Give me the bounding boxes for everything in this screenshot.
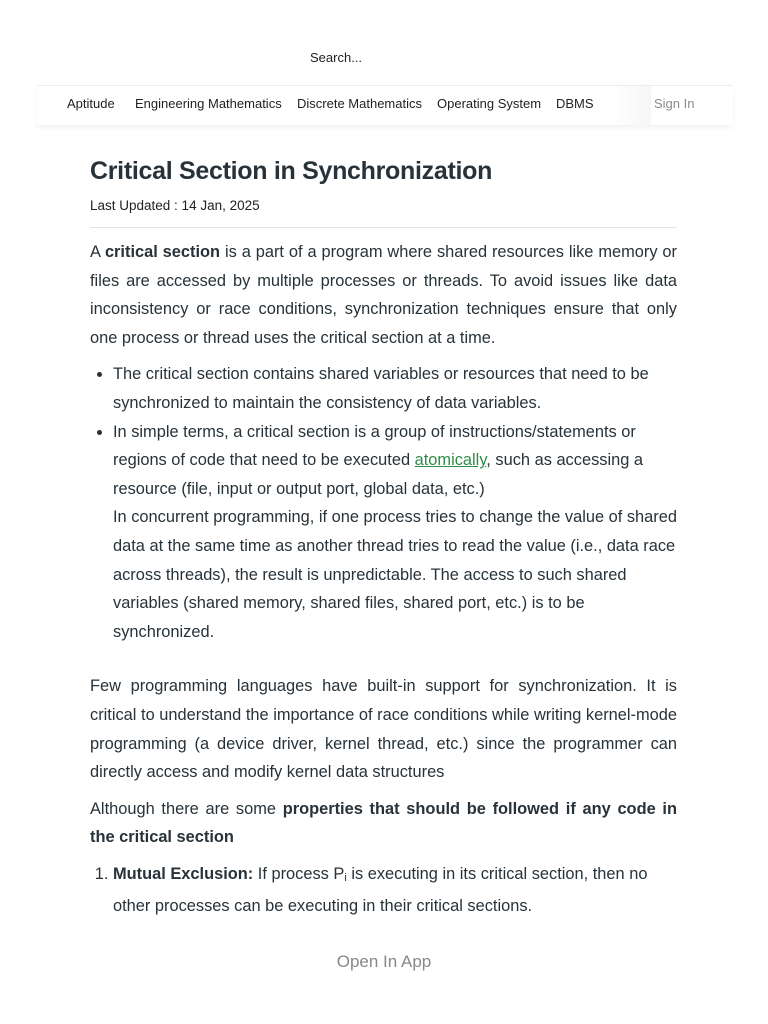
paragraph-properties: Although there are some properties that should be followed if any code in the critical section <box>90 799 677 847</box>
page-title: Critical Section in Synchronization <box>90 157 493 185</box>
intro-bold: critical section <box>104 243 221 261</box>
article <box>90 155 677 921</box>
open-in-app-button[interactable]: Open In App <box>336 952 432 971</box>
list-item: 1. Mutual Exclusion: If process $P_i$ is executing in its critical section, then no other processes can be executing in their critical sections. <box>113 860 677 921</box>
divider <box>90 227 677 228</box>
search-input[interactable]: Search... <box>310 50 363 65</box>
bullet-list <box>90 360 677 646</box>
nav-item-dbms[interactable]: DBMS <box>556 96 594 111</box>
nav-item-operating-system[interactable]: Operating System <box>437 96 542 111</box>
nav-item-discrete-mathematics[interactable]: Discrete Mathematics <box>297 96 422 111</box>
top-nav <box>37 85 733 125</box>
intro-paragraph: A critical section is a part of a program where shared resources like memory or files are accessed by multiple processes or threads. To avoid issues like data inconsistency or race conditions, synchronization techniques ensure that only one process or thread uses the critical section at a time. <box>90 243 677 347</box>
list-item: • In simple terms, a critical section is a group of instructions/statements or regions of code that need to be executed atomically, such as accessing a resource (file, input or output port, global data, etc.) In concurrent programming, if one process tries to change the value of shared data at the same time as another thread tries to read the value (i.e., data race across threads), the result is unpredictable. The access to such shared variables (shared memory, shared files, shared port, etc.) is to be synchronized. <box>113 418 677 647</box>
bullet-continuation: In concurrent programming, if one process tries to change the value of shared data at the same time as another thread tries to read the value (i.e., data race across threads), the result is unpredictable. The access to such shared variables (shared memory, shared files, shared port, etc.) is to be synchronized. <box>113 508 677 641</box>
atomically-link[interactable]: atomically <box>414 451 487 470</box>
last-updated: Last Updated : 14 Jan, 2025 <box>90 198 260 213</box>
sign-in-link[interactable]: Sign In <box>654 96 695 111</box>
list-item: • The critical section contains shared variables or resources that need to be synchronized to maintain the consistency of data variables. <box>113 360 677 417</box>
nav-item-aptitude[interactable]: Aptitude <box>67 96 115 111</box>
nav-fade <box>611 86 651 126</box>
properties-list <box>90 860 677 921</box>
paragraph-synchronization: Few programming languages have built-in support for synchronization. It is critical to understand the importance of race conditions while writing kernel-mode programming (a device driver, kernel thread, etc.) since the programmer can directly access and modify kernel data structures <box>90 677 677 782</box>
nav-item-engineering-mathematics[interactable]: Engineering Mathematics <box>135 96 282 111</box>
